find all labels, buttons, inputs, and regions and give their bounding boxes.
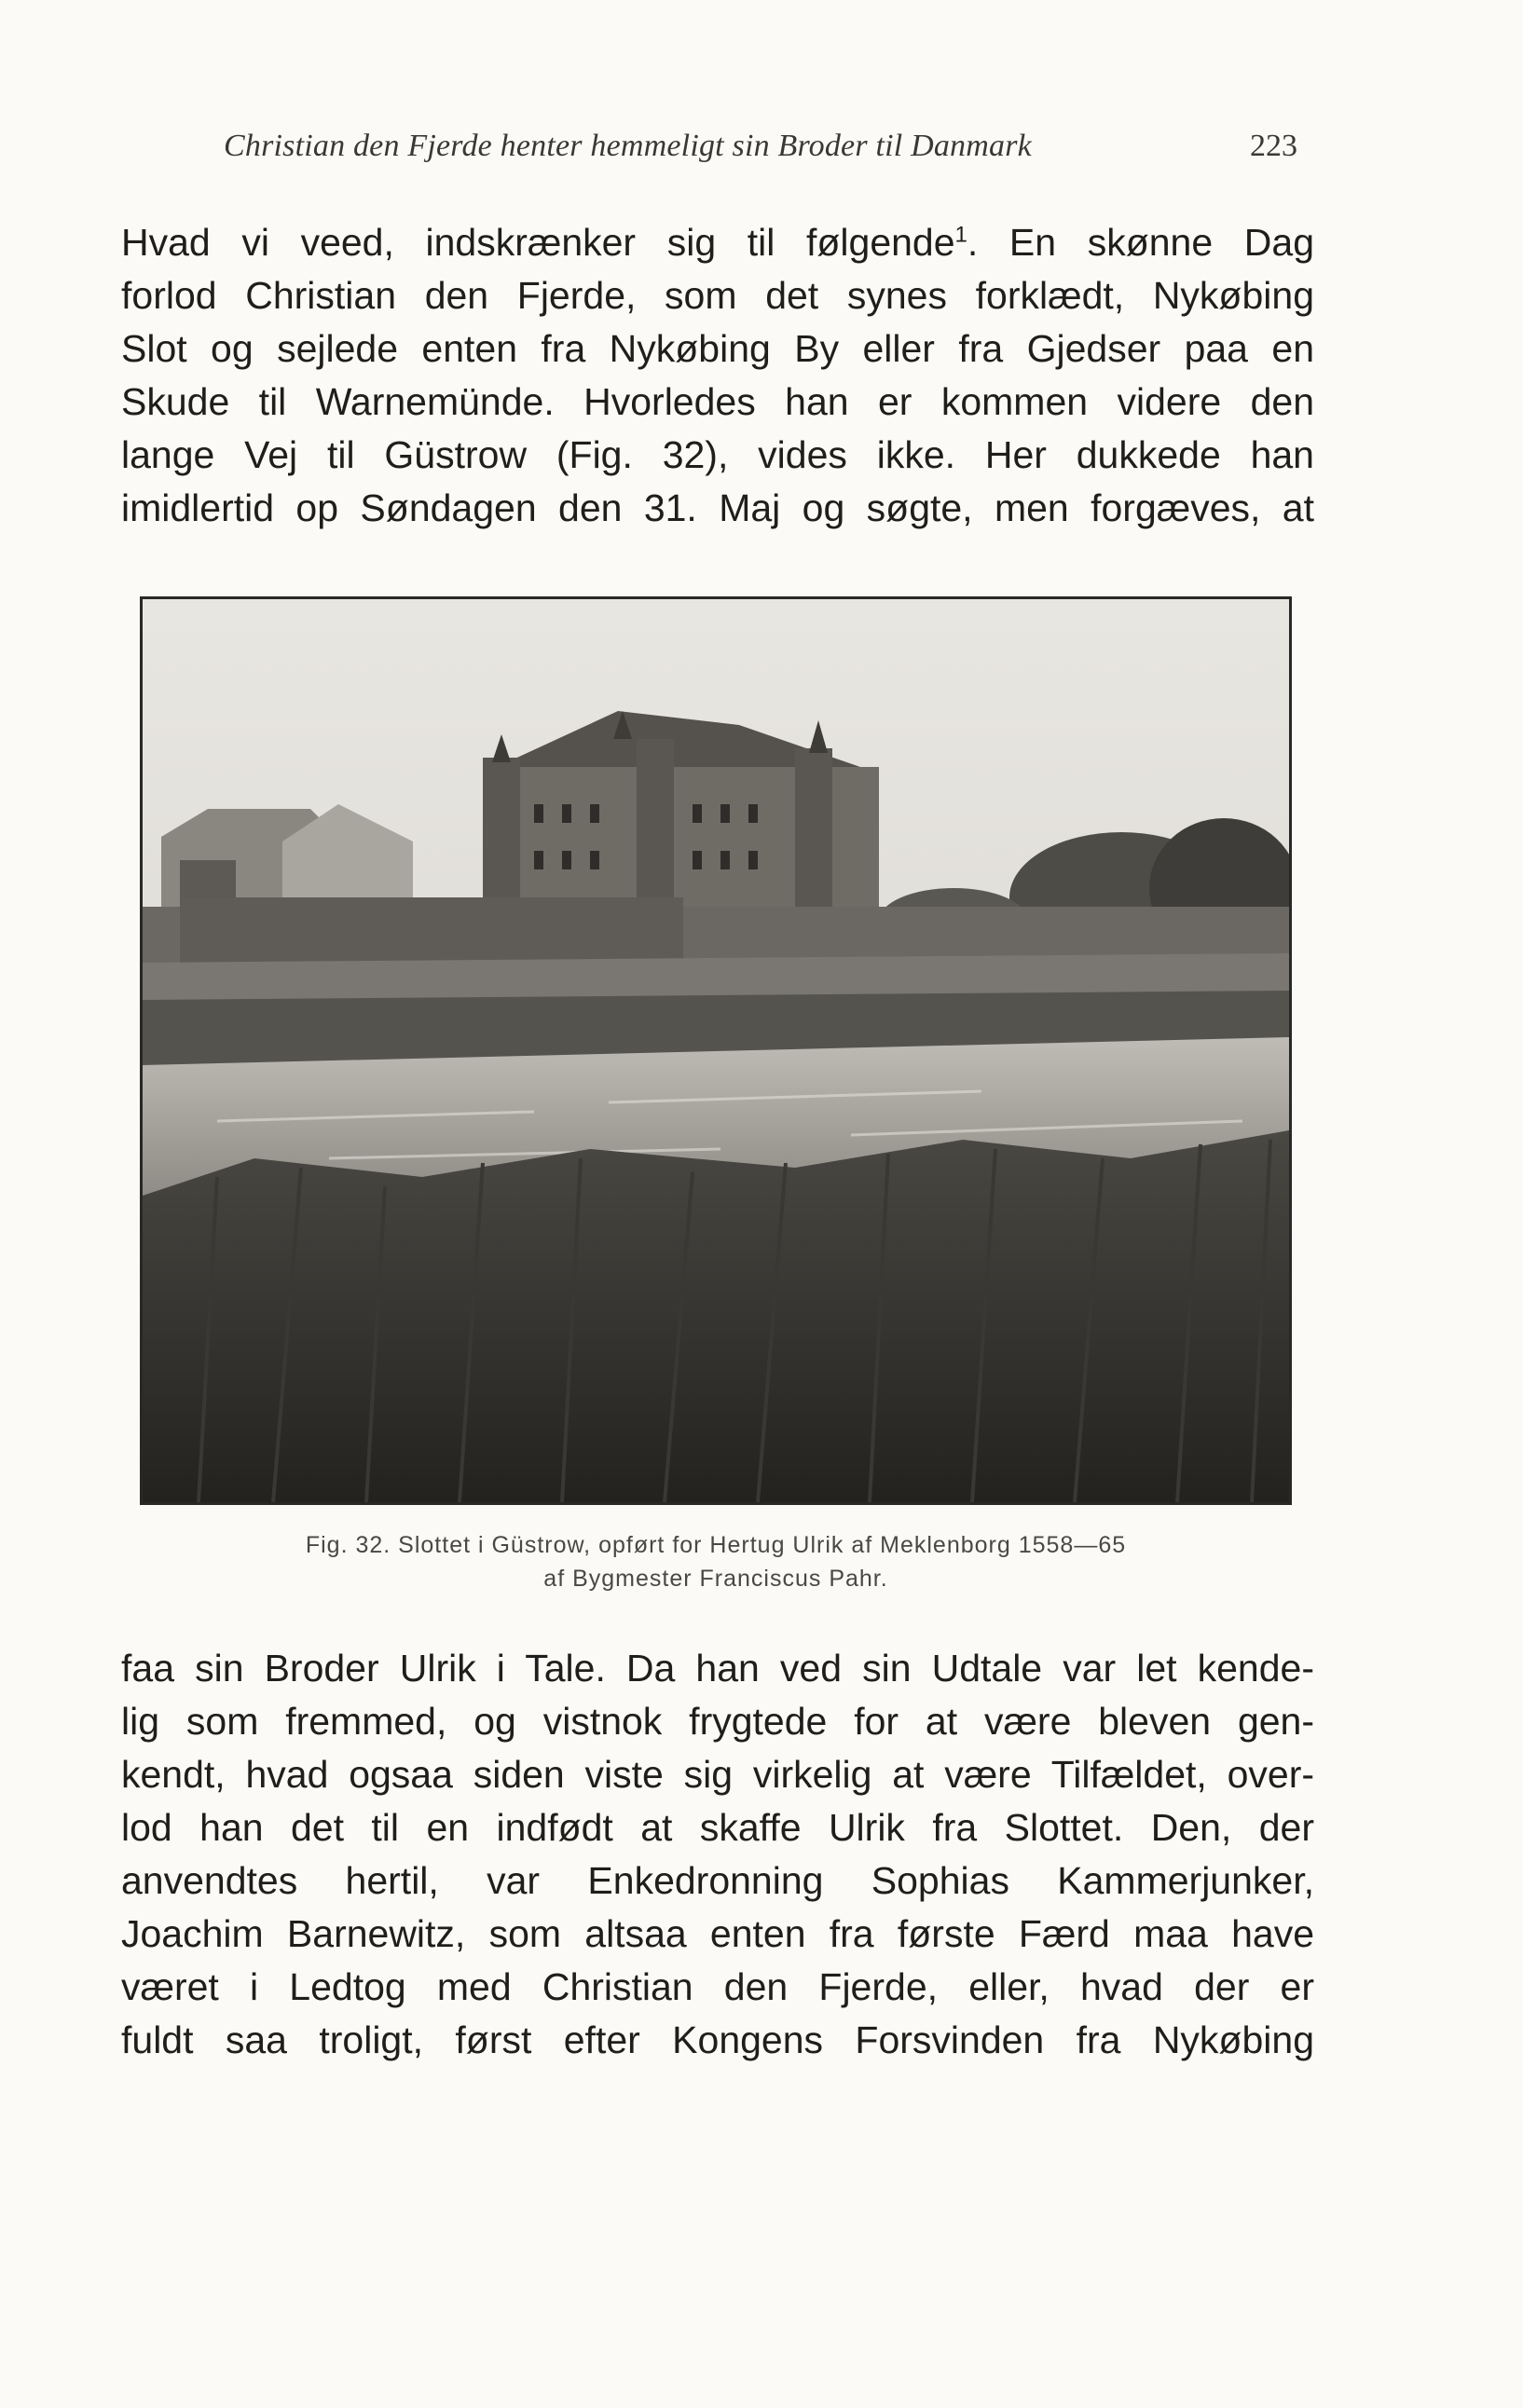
figure-caption <box>140 1528 1292 1595</box>
text-line: fuldt saa troligt, først efter Kongens Forsvinden fra Nykøbing <box>121 2018 1314 2061</box>
text-line: lange Vej til Güstrow (Fig. 32), vides ikke. Her dukkede han <box>121 433 1314 476</box>
text-line: lig som fremmed, og vistnok frygtede for at være bleven gen- <box>121 1700 1314 1743</box>
text-line: forlod Christian den Fjerde, som det synes forklædt, Nykøbing <box>121 274 1314 317</box>
paragraph-1 <box>121 216 1314 535</box>
text-line: Skude til Warnemünde. Hvorledes han er kommen videre den <box>121 380 1314 423</box>
text-line: kendt, hvad ogsaa siden viste sig virkelig at være Tilfældet, over- <box>121 1753 1314 1796</box>
running-head-title: Christian den Fjerde henter hemmeligt sin Broder til Danmark <box>224 129 1032 163</box>
paragraph-2 <box>121 1642 1314 2067</box>
page-number: 223 <box>1250 129 1297 163</box>
text-line: lod han det til en indfødt at skaffe Ulrik fra Slottet. Den, der <box>121 1806 1314 1849</box>
text-line: anvendtes hertil, var Enkedronning Sophias Kammerjunker, <box>121 1859 1314 1902</box>
castle-photo-icon <box>143 599 1289 1502</box>
running-head <box>224 129 1314 185</box>
text-line: faa sin Broder Ulrik i Tale. Da han ved sin Udtale var let kende- <box>121 1647 1314 1690</box>
text-line <box>121 216 1314 269</box>
text-line-tail: . En skønne Dag <box>967 221 1314 264</box>
text-line-body: Hvad vi veed, indskrænker sig til følgende <box>121 221 955 264</box>
caption-line: af Bygmester Franciscus Pahr. <box>543 1566 888 1592</box>
text-line: været i Ledtog med Christian den Fjerde, eller, hvad der er <box>121 1965 1314 2008</box>
figure-photograph <box>140 596 1292 1505</box>
caption-line: Fig. 32. Slottet i Güstrow, opført for Hertug Ulrik af Meklenborg 1558—65 <box>305 1532 1127 1558</box>
footnote-marker[interactable]: 1 <box>954 222 967 248</box>
text-line: imidlertid op Søndagen den 31. Maj og søgte, men forgæves, at <box>121 486 1314 529</box>
text-line: Joachim Barnewitz, som altsaa enten fra første Færd maa have <box>121 1912 1314 1955</box>
text-line: Slot og sejlede enten fra Nykøbing By eller fra Gjedser paa en <box>121 327 1314 370</box>
